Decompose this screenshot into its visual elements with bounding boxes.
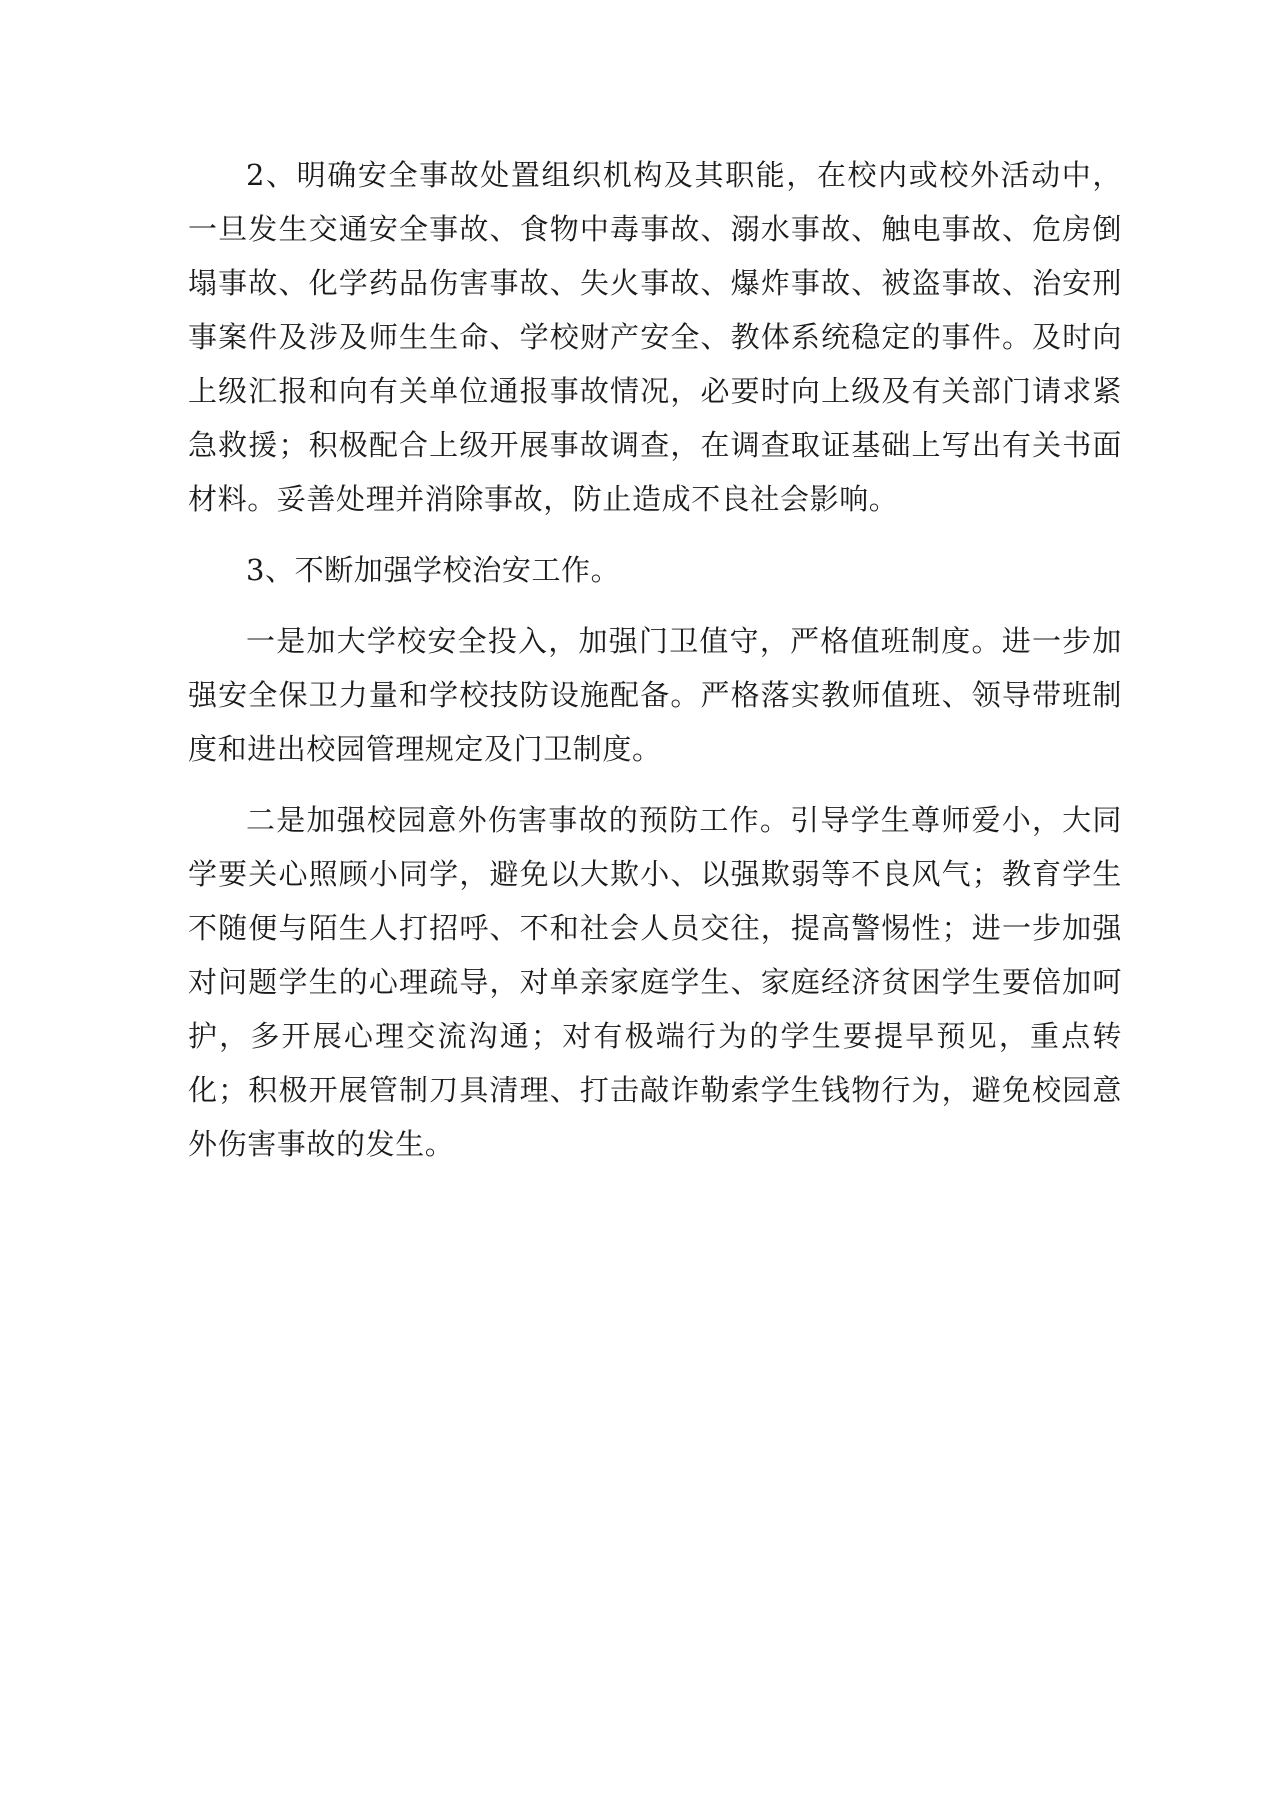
paragraph-security-investment: 一是加大学校安全投入，加强门卫值守，严格值班制度。进一步加强安全保卫力量和学校技防设施配备。严格落实教师值班、领导带班制度和进出校园管理规定及门卫制度。 bbox=[188, 624, 1122, 766]
paragraph-injury-prevention: 二是加强校园意外伤害事故的预防工作。引导学生尊师爱小，大同学要关心照顾小同学，避免以大欺小、以强欺弱等不良风气；教育学生不随便与陌生人打招呼、不和社会人员交往，提高警惕性；进一步加强对问题学生的心理疏导，对单亲家庭学生、家庭经济贫困学生要倍加呵护，多开展心理交流沟通；对有极端行为的学生要提早预见，重点转化；积极开展管制刀具清理、打击敲诈勒索学生钱物行为，避免校园意外伤害事故的发生。 bbox=[188, 803, 1122, 1161]
paragraph-security-heading: 3、不断加强学校治安工作。 bbox=[246, 553, 621, 587]
document-body bbox=[188, 148, 1122, 1188]
paragraph-emergency-handling: 2、明确安全事故处置组织机构及其职能，在校内或校外活动中，一旦发生交通安全事故、食物中毒事故、溺水事故、触电事故、危房倒塌事故、化学药品伤害事故、失火事故、爆炸事故、被盗事故、治安刑事案件及涉及师生生命、学校财产安全、教体系统稳定的事件。及时向上级汇报和向有关单位通报事故情况，必要时向上级及有关部门请求紧急救援；积极配合上级开展事故调查，在调查取证基础上写出有关书面材料。妥善处理并消除事故，防止造成不良社会影响。 bbox=[188, 158, 1122, 516]
